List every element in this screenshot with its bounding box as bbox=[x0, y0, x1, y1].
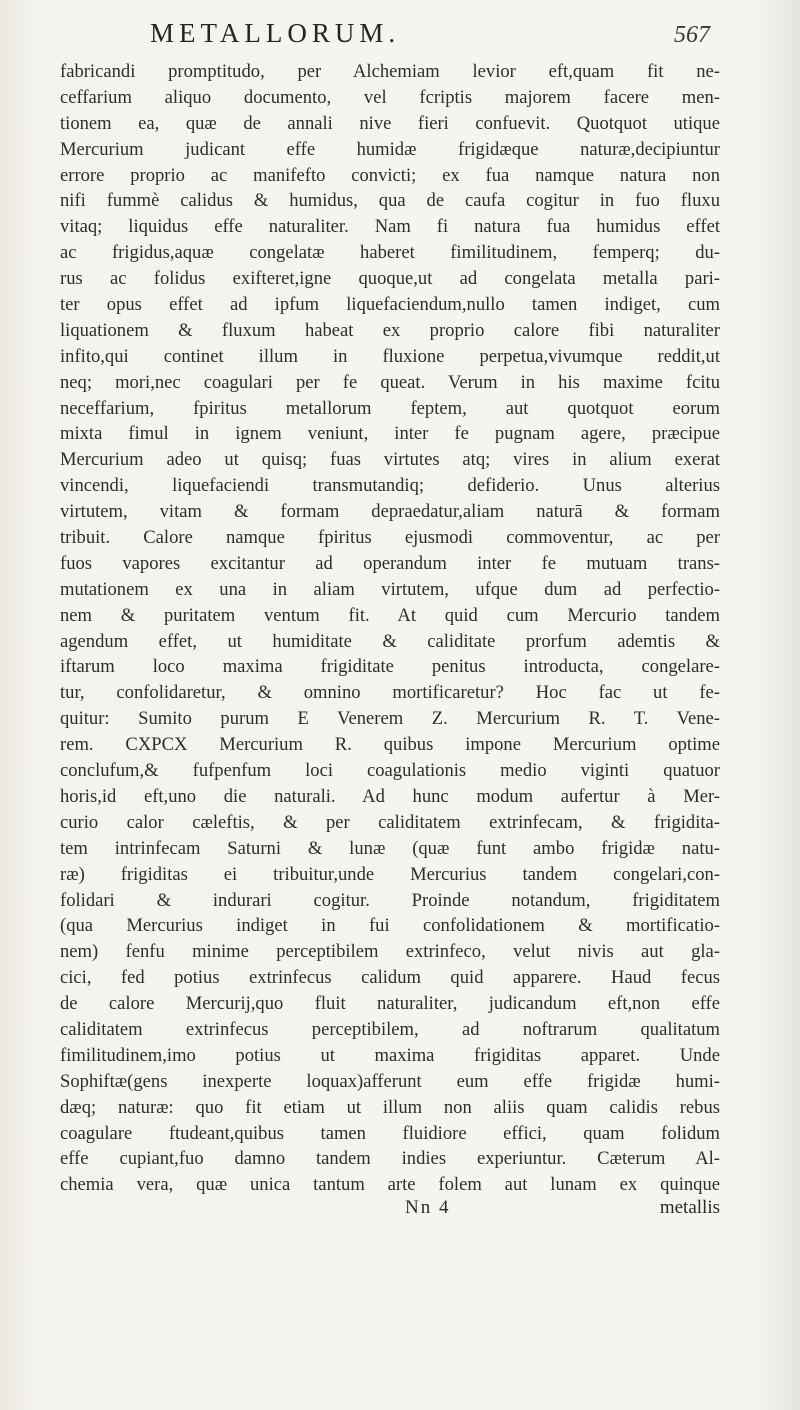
text-line: (qua Mercurius indiget in fui confolidationem & mortificatio- bbox=[60, 915, 720, 937]
running-title: METALLORUM. bbox=[150, 18, 401, 48]
page-header bbox=[150, 18, 710, 58]
text-line: agendum effet, ut humiditate & caliditate prorfum ademtis & bbox=[60, 630, 720, 652]
text-line: rem. CXPCX Mercurium R. quibus impone Mercurium optime bbox=[60, 734, 720, 756]
signature-mark: Nn 4 bbox=[405, 1196, 451, 1218]
text-line: curio calor cæleftis, & per caliditatem extrinfecam, & frigidita- bbox=[60, 811, 720, 833]
text-line: tribuit. Calore namque fpiritus ejusmodi commoventur, ac per bbox=[60, 527, 720, 549]
text-line: iftarum loco maxima frigiditate penitus introducta, congelare- bbox=[60, 656, 720, 678]
text-line: Mercurium adeo ut quisq; fuas virtutes atq; vires in alium exerat bbox=[60, 449, 720, 471]
text-line: neceffarium, fpiritus metallorum feptem, aut quotquot eorum bbox=[60, 397, 720, 419]
text-line: ac frigidus,aquæ congelatæ haberet fimilitudinem, femperq; du- bbox=[60, 242, 720, 264]
text-line: chemia vera, quæ unica tantum arte folem aut lunam ex quinque bbox=[60, 1174, 720, 1196]
page-number: 567 bbox=[674, 22, 710, 48]
text-line: nem) fenfu minime perceptibilem extrinfeco, velut nivis aut gla- bbox=[60, 941, 720, 963]
text-line: mixta fimul in ignem veniunt, inter fe pugnam agere, præcipue bbox=[60, 423, 720, 445]
body-text bbox=[60, 59, 720, 1198]
text-line: folidari & indurari cogitur. Proinde notandum, frigiditatem bbox=[60, 889, 720, 911]
text-line: infito,qui continet illum in fluxione perpetua,vivumque reddit,ut bbox=[60, 345, 720, 367]
text-line: dæq; naturæ: quo fit etiam ut illum non aliis quam calidis rebus bbox=[60, 1096, 720, 1118]
text-line: Sophiftæ(gens inexperte loquax)afferunt eum effe frigidæ humi- bbox=[60, 1070, 720, 1092]
text-line: cici, fed potius extrinfecus calidum quid apparere. Haud fecus bbox=[60, 967, 720, 989]
text-line: caliditatem extrinfecus perceptibilem, ad noftrarum qualitatum bbox=[60, 1018, 720, 1040]
page-footer bbox=[60, 1197, 720, 1225]
text-line: tur, confolidaretur, & omnino mortificaretur? Hoc fac ut fe- bbox=[60, 682, 720, 704]
text-line: effe cupiant,fuo damno tandem indies experiuntur. Cæterum Al- bbox=[60, 1148, 720, 1170]
text-line: fimilitudinem,imo potius ut maxima frigiditas apparet. Unde bbox=[60, 1044, 720, 1066]
text-line: fabricandi promptitudo, per Alchemiam levior eft,quam fit ne- bbox=[60, 61, 720, 82]
text-line: ter opus effet ad ipfum liquefaciendum,nullo tamen indiget, cum bbox=[60, 294, 720, 316]
text-line: neq; mori,nec coagulari per fe queat. Verum in his maxime fcitu bbox=[60, 371, 720, 393]
text-line: ceffarium aliquo documento, vel fcriptis majorem facere men- bbox=[60, 86, 720, 108]
text-line: coagulare ftudeant,quibus tamen fluidiore effici, quam folidum bbox=[60, 1122, 720, 1144]
text-line: Mercurium judicant effe humidæ frigidæque naturæ,decipiuntur bbox=[60, 138, 720, 160]
text-line: vincendi, liquefaciendi transmutandiq; defiderio. Unus alterius bbox=[60, 475, 720, 497]
text-line: conclufum,& fufpenfum loci coagulationis medio viginti quatuor bbox=[60, 760, 720, 782]
text-line: tionem ea, quæ de annali nive fieri confuevit. Quotquot utique bbox=[60, 112, 720, 134]
text-line: de calore Mercurij,quo fluit naturaliter, judicandum eft,non effe bbox=[60, 993, 720, 1015]
catchword: metallis bbox=[659, 1196, 720, 1218]
text-line: nifi fummè calidus & humidus, qua de caufa cogitur in fuo fluxu bbox=[60, 190, 720, 212]
text-line: errore proprio ac manifefto convicti; ex fua namque natura non bbox=[60, 164, 720, 186]
text-line: fuos vapores excitantur ad operandum inter fe mutuam trans- bbox=[60, 552, 720, 574]
text-line: liquationem & fluxum habeat ex proprio calore fibi naturaliter bbox=[60, 319, 720, 341]
text-line: horis,id eft,uno die naturali. Ad hunc modum aufertur à Mer- bbox=[60, 785, 720, 807]
text-line: quitur: Sumito purum E Venerem Z. Mercurium R. T. Vene- bbox=[60, 708, 720, 730]
text-line: rus ac folidus exifteret,igne quoque,ut ad congelata metalla pari- bbox=[60, 268, 720, 290]
text-line: tem intrinfecam Saturni & lunæ (quæ funt ambo frigidæ natu- bbox=[60, 837, 720, 859]
page-edge-shadow bbox=[740, 0, 800, 1410]
text-line: nem & puritatem ventum fit. At quid cum Mercurio tandem bbox=[60, 604, 720, 626]
text-line: mutationem ex una in aliam virtutem, ufque dum ad perfectio- bbox=[60, 578, 720, 600]
text-line: ræ) frigiditas ei tribuitur,unde Mercurius tandem congelari,con- bbox=[60, 863, 720, 885]
text-line: virtutem, vitam & formam depraedatur,aliam naturā & formam bbox=[60, 501, 720, 523]
text-line: vitaq; liquidus effe naturaliter. Nam fi natura fua humidus effet bbox=[60, 216, 720, 238]
